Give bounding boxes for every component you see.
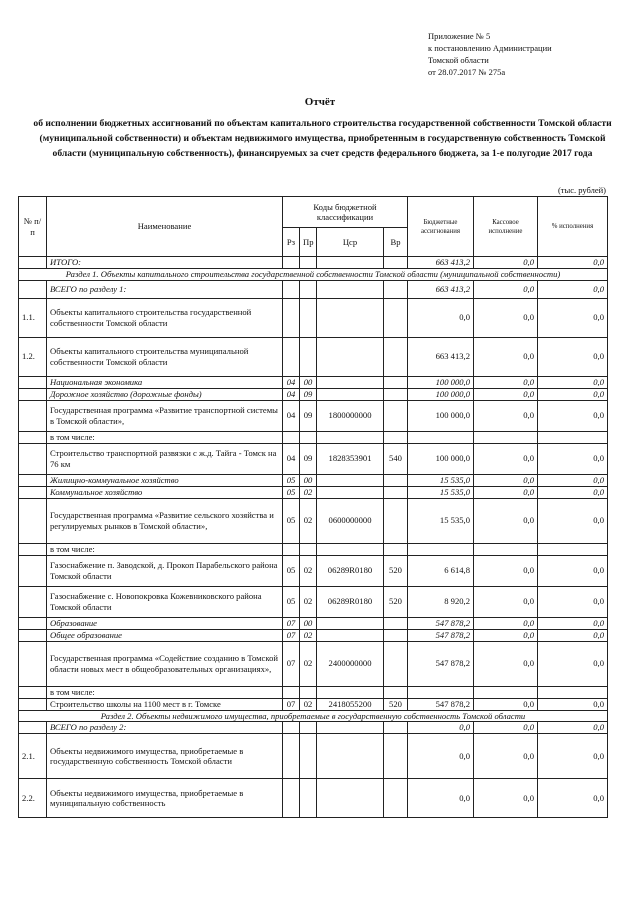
cell-num	[19, 443, 47, 474]
cell-pct: 0,0	[538, 555, 608, 586]
cell-name: Газоснабжение п. Заводской, д. Прокоп Парабельского района Томской области	[47, 555, 283, 586]
cell-rz: 07	[283, 629, 300, 641]
cell-vr: 540	[384, 443, 408, 474]
cell-alloc	[408, 431, 474, 443]
cell-pr	[300, 722, 317, 734]
cell-name: ИТОГО:	[47, 257, 283, 269]
cell-alloc: 0,0	[408, 734, 474, 779]
cell-csr	[317, 722, 384, 734]
cell-csr	[317, 543, 384, 555]
cell-num	[19, 388, 47, 400]
cell-rz	[283, 686, 300, 698]
cell-pr: 02	[300, 555, 317, 586]
cell-name: Объекты капитального строительства муниципальной собственности Томской области	[47, 337, 283, 376]
cell-vr	[384, 376, 408, 388]
cell-pr: 02	[300, 629, 317, 641]
cell-cash: 0,0	[474, 257, 538, 269]
table-row	[19, 629, 608, 641]
cell-num	[19, 376, 47, 388]
cell-num: 2.2.	[19, 779, 47, 818]
cell-csr	[317, 474, 384, 486]
cell-cash: 0,0	[474, 498, 538, 543]
appendix-block	[428, 30, 552, 78]
cell-pr: 02	[300, 486, 317, 498]
cell-vr	[384, 431, 408, 443]
cell-num	[19, 400, 47, 431]
cell-rz	[283, 257, 300, 269]
cell-alloc: 0,0	[408, 722, 474, 734]
cell-pct: 0,0	[538, 779, 608, 818]
cell-pct: 0,0	[538, 376, 608, 388]
header-allocations: Бюджетные ассигнования	[408, 197, 474, 257]
cell-name: в том числе:	[47, 686, 283, 698]
cell-vr	[384, 388, 408, 400]
table-row	[19, 555, 608, 586]
cell-pr	[300, 337, 317, 376]
cell-alloc	[408, 543, 474, 555]
cell-alloc: 6 614,8	[408, 555, 474, 586]
cell-rz: 04	[283, 376, 300, 388]
appendix-line: Приложение № 5	[428, 31, 491, 41]
cell-vr	[384, 617, 408, 629]
cell-alloc: 100 000,0	[408, 400, 474, 431]
cell-cash: 0,0	[474, 280, 538, 298]
cell-pct: 0,0	[538, 337, 608, 376]
cell-rz: 07	[283, 698, 300, 710]
cell-num	[19, 474, 47, 486]
cell-vr	[384, 779, 408, 818]
cell-csr	[317, 734, 384, 779]
cell-csr	[317, 629, 384, 641]
cell-csr: 06289R0180	[317, 586, 384, 617]
cell-rz: 04	[283, 400, 300, 431]
cell-pct: 0,0	[538, 280, 608, 298]
cell-pr: 09	[300, 388, 317, 400]
header-num: № п/п	[19, 197, 47, 257]
cell-pr: 00	[300, 617, 317, 629]
cell-num	[19, 629, 47, 641]
cell-cash: 0,0	[474, 722, 538, 734]
cell-name: ВСЕГО по разделу 1:	[47, 280, 283, 298]
table-row	[19, 722, 608, 734]
section-row	[19, 710, 608, 722]
table-row	[19, 388, 608, 400]
cell-csr	[317, 431, 384, 443]
cell-num: 2.1.	[19, 734, 47, 779]
cell-name: Коммунальное хозяйство	[47, 486, 283, 498]
cell-rz: 05	[283, 555, 300, 586]
cell-num: 1.2.	[19, 337, 47, 376]
cell-rz	[283, 280, 300, 298]
cell-alloc: 100 000,0	[408, 388, 474, 400]
cell-vr	[384, 686, 408, 698]
cell-num	[19, 555, 47, 586]
cell-pct	[538, 431, 608, 443]
table-row	[19, 617, 608, 629]
cell-pct	[538, 686, 608, 698]
table-row	[19, 498, 608, 543]
budget-table	[18, 196, 608, 818]
table-row	[19, 543, 608, 555]
cell-csr	[317, 376, 384, 388]
cell-alloc: 15 535,0	[408, 498, 474, 543]
cell-cash: 0,0	[474, 734, 538, 779]
cell-rz	[283, 298, 300, 337]
table-row	[19, 734, 608, 779]
cell-vr	[384, 474, 408, 486]
header-percent: % исполнения	[538, 197, 608, 257]
cell-cash: 0,0	[474, 586, 538, 617]
cell-cash: 0,0	[474, 486, 538, 498]
cell-num: 1.1.	[19, 298, 47, 337]
cell-num	[19, 257, 47, 269]
cell-pr	[300, 257, 317, 269]
cell-cash: 0,0	[474, 474, 538, 486]
cell-pct: 0,0	[538, 298, 608, 337]
cell-rz: 04	[283, 443, 300, 474]
cell-cash: 0,0	[474, 629, 538, 641]
cell-name: Объекты недвижимого имущества, приобретаемые в муниципальную собственность	[47, 779, 283, 818]
cell-num	[19, 586, 47, 617]
cell-vr: 520	[384, 586, 408, 617]
cell-csr	[317, 617, 384, 629]
section-2-title: Раздел 2. Объекты недвижимого имущества, приобретаемые в государственную собственность Томской области	[19, 710, 608, 722]
appendix-line: от 28.07.2017 № 275а	[428, 67, 506, 77]
header-vr: Вр	[384, 228, 408, 257]
cell-pct: 0,0	[538, 257, 608, 269]
cell-num	[19, 280, 47, 298]
table-row	[19, 641, 608, 686]
cell-csr: 1800000000	[317, 400, 384, 431]
table-row	[19, 280, 608, 298]
cell-name: Государственная программа «Развитие транспортной системы в Томской области»,	[47, 400, 283, 431]
cell-vr	[384, 722, 408, 734]
cell-pr: 02	[300, 498, 317, 543]
cell-alloc	[408, 686, 474, 698]
cell-vr	[384, 257, 408, 269]
cell-pct: 0,0	[538, 629, 608, 641]
cell-alloc: 100 000,0	[408, 376, 474, 388]
cell-pct: 0,0	[538, 734, 608, 779]
cell-name: Государственная программа «Развитие сельского хозяйства и регулируемых рынков в Томской области»,	[47, 498, 283, 543]
table-row	[19, 257, 608, 269]
cell-csr	[317, 779, 384, 818]
cell-pr	[300, 779, 317, 818]
cell-rz: 05	[283, 486, 300, 498]
cell-csr	[317, 257, 384, 269]
cell-name: в том числе:	[47, 543, 283, 555]
cell-name: Строительство школы на 1100 мест в г. Томске	[47, 698, 283, 710]
cell-pct: 0,0	[538, 722, 608, 734]
cell-pr	[300, 686, 317, 698]
cell-csr: 1828353901	[317, 443, 384, 474]
cell-name: Газоснабжение с. Новопокровка Кожевниковского района Томской области	[47, 586, 283, 617]
document-subtitle: об исполнении бюджетных ассигнований по объектам капитального строительства государственной собственности Томской области (муниципальной собственности) и объектам недвижимого имущества, приобретенным в государственную собственность Томской области (муниципальную собственность), финансируемых за счет средств федерального бюджета, за 1-е полугодие 2017 года	[33, 118, 612, 159]
appendix-line: Томской области	[428, 55, 489, 65]
cell-csr	[317, 388, 384, 400]
cell-pr	[300, 280, 317, 298]
cell-pct: 0,0	[538, 474, 608, 486]
cell-cash: 0,0	[474, 443, 538, 474]
cell-vr	[384, 280, 408, 298]
cell-csr: 2418055200	[317, 698, 384, 710]
cell-csr	[317, 686, 384, 698]
cell-pr	[300, 298, 317, 337]
cell-pct: 0,0	[538, 641, 608, 686]
cell-alloc: 15 535,0	[408, 486, 474, 498]
table-row	[19, 474, 608, 486]
table-row	[19, 686, 608, 698]
cell-cash: 0,0	[474, 400, 538, 431]
cell-csr	[317, 337, 384, 376]
cell-pr: 02	[300, 698, 317, 710]
cell-pct: 0,0	[538, 388, 608, 400]
cell-name: Национальная экономика	[47, 376, 283, 388]
header-rz: Рз	[283, 228, 300, 257]
cell-vr	[384, 337, 408, 376]
cell-cash	[474, 431, 538, 443]
cell-vr	[384, 734, 408, 779]
cell-name: Строительство транспортной развязки с ж.д. Тайга - Томск на 76 км	[47, 443, 283, 474]
cell-num	[19, 617, 47, 629]
cell-cash: 0,0	[474, 376, 538, 388]
cell-name: Образование	[47, 617, 283, 629]
cell-csr	[317, 486, 384, 498]
cell-num	[19, 431, 47, 443]
cell-pr: 00	[300, 474, 317, 486]
cell-cash: 0,0	[474, 298, 538, 337]
cell-pct: 0,0	[538, 617, 608, 629]
cell-name: Жилищно-коммунальное хозяйство	[47, 474, 283, 486]
cell-num	[19, 686, 47, 698]
cell-cash: 0,0	[474, 698, 538, 710]
cell-pr: 02	[300, 586, 317, 617]
cell-num	[19, 722, 47, 734]
header-csr: Цср	[317, 228, 384, 257]
cell-vr: 520	[384, 698, 408, 710]
cell-name: ВСЕГО по разделу 2:	[47, 722, 283, 734]
cell-rz: 04	[283, 388, 300, 400]
table-row	[19, 431, 608, 443]
cell-rz	[283, 543, 300, 555]
cell-vr	[384, 543, 408, 555]
table-row	[19, 698, 608, 710]
cell-pr: 02	[300, 641, 317, 686]
cell-num	[19, 498, 47, 543]
cell-alloc: 663 413,2	[408, 257, 474, 269]
cell-alloc: 547 878,2	[408, 641, 474, 686]
cell-num	[19, 486, 47, 498]
cell-csr	[317, 280, 384, 298]
cell-vr	[384, 629, 408, 641]
cell-alloc: 15 535,0	[408, 474, 474, 486]
table-row	[19, 586, 608, 617]
cell-vr	[384, 498, 408, 543]
cell-name: Государственная программа «Содействие созданию в Томской области новых мест в общеобразовательных организациях»,	[47, 641, 283, 686]
cell-pr: 00	[300, 376, 317, 388]
cell-alloc: 0,0	[408, 298, 474, 337]
cell-csr: 2400000000	[317, 641, 384, 686]
cell-alloc: 8 920,2	[408, 586, 474, 617]
cell-vr	[384, 400, 408, 431]
cell-pct: 0,0	[538, 443, 608, 474]
cell-rz	[283, 734, 300, 779]
cell-csr: 0600000000	[317, 498, 384, 543]
cell-vr	[384, 641, 408, 686]
cell-csr	[317, 298, 384, 337]
cell-pr: 09	[300, 400, 317, 431]
cell-alloc: 547 878,2	[408, 698, 474, 710]
cell-cash	[474, 686, 538, 698]
cell-alloc: 547 878,2	[408, 629, 474, 641]
header-name: Наименование	[47, 197, 283, 257]
cell-num	[19, 543, 47, 555]
cell-cash: 0,0	[474, 641, 538, 686]
cell-num	[19, 698, 47, 710]
cell-rz: 05	[283, 474, 300, 486]
cell-alloc: 663 413,2	[408, 280, 474, 298]
cell-cash: 0,0	[474, 337, 538, 376]
section-row	[19, 269, 608, 281]
header-pr: Пр	[300, 228, 317, 257]
cell-rz: 05	[283, 586, 300, 617]
cell-alloc: 663 413,2	[408, 337, 474, 376]
cell-cash	[474, 543, 538, 555]
cell-rz	[283, 722, 300, 734]
cell-csr: 06289R0180	[317, 555, 384, 586]
cell-pct: 0,0	[538, 498, 608, 543]
cell-name: Дорожное хозяйство (дорожные фонды)	[47, 388, 283, 400]
cell-rz	[283, 431, 300, 443]
cell-rz	[283, 337, 300, 376]
cell-pct: 0,0	[538, 586, 608, 617]
table-row	[19, 779, 608, 818]
cell-rz: 05	[283, 498, 300, 543]
cell-vr	[384, 298, 408, 337]
units-label: (тыс. рублей)	[557, 185, 606, 195]
table-row	[19, 376, 608, 388]
cell-num	[19, 641, 47, 686]
cell-pr	[300, 543, 317, 555]
cell-name: в том числе:	[47, 431, 283, 443]
header-cash: Кассовое исполнение	[474, 197, 538, 257]
table-row	[19, 486, 608, 498]
cell-cash: 0,0	[474, 617, 538, 629]
cell-rz	[283, 779, 300, 818]
table-row	[19, 337, 608, 376]
cell-cash: 0,0	[474, 779, 538, 818]
cell-pct: 0,0	[538, 698, 608, 710]
cell-name: Объекты недвижимого имущества, приобретаемые в государственную собственность Томской области	[47, 734, 283, 779]
table-row	[19, 443, 608, 474]
cell-pct	[538, 543, 608, 555]
cell-vr: 520	[384, 555, 408, 586]
header-codes: Коды бюджетной классификации	[283, 197, 408, 228]
cell-pct: 0,0	[538, 400, 608, 431]
cell-rz: 07	[283, 641, 300, 686]
cell-name: Объекты капитального строительства государственной собственности Томской области	[47, 298, 283, 337]
cell-pct: 0,0	[538, 486, 608, 498]
table-row	[19, 400, 608, 431]
cell-alloc: 100 000,0	[408, 443, 474, 474]
cell-vr	[384, 486, 408, 498]
cell-pr	[300, 431, 317, 443]
cell-pr: 09	[300, 443, 317, 474]
cell-name: Общее образование	[47, 629, 283, 641]
section-1-title: Раздел 1. Объекты капитального строительства государственной собственности Томской области (муниципальной собственности)	[19, 269, 608, 281]
cell-alloc: 0,0	[408, 779, 474, 818]
appendix-line: к постановлению Администрации	[428, 43, 552, 53]
cell-cash: 0,0	[474, 555, 538, 586]
cell-rz: 07	[283, 617, 300, 629]
table-row	[19, 298, 608, 337]
cell-pr	[300, 734, 317, 779]
document-title: Отчёт	[304, 96, 336, 108]
cell-cash: 0,0	[474, 388, 538, 400]
cell-alloc: 547 878,2	[408, 617, 474, 629]
